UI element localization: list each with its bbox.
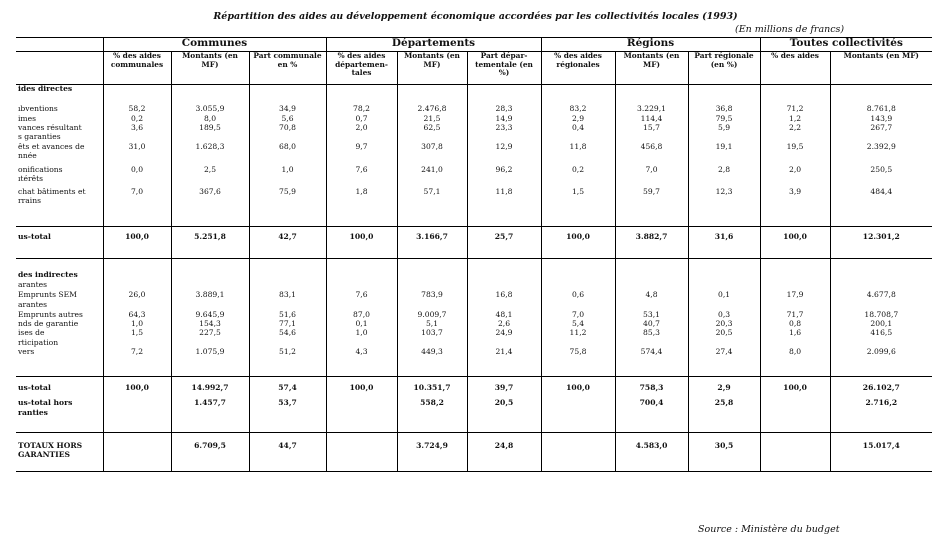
table-row bbox=[16, 152, 932, 166]
table-cell: 2.099,6 bbox=[830, 348, 932, 377]
table-cell: 54,6 bbox=[249, 329, 326, 339]
table-row bbox=[16, 227, 932, 259]
row-label: vers bbox=[18, 348, 35, 356]
table-cell: 1,2 bbox=[760, 115, 830, 124]
table-cell: 16,8 bbox=[467, 291, 541, 301]
table-cell: 5,4 bbox=[541, 320, 615, 329]
table-cell: 1,5 bbox=[103, 329, 171, 339]
row-label: GARANTIES bbox=[16, 451, 103, 472]
col-header: Part dépar-tementale (en %) bbox=[467, 52, 541, 85]
row-label: us-total bbox=[16, 377, 103, 400]
table-row bbox=[16, 409, 932, 433]
row-label: TOTAUX HORS bbox=[16, 433, 103, 451]
table-cell: 200,1 bbox=[830, 320, 932, 329]
table-cell: 3.229,1 bbox=[615, 105, 688, 115]
table-cell: 2,6 bbox=[467, 320, 541, 329]
table-cell: 71,2 bbox=[760, 105, 830, 115]
table-cell: 7,0 bbox=[615, 166, 688, 175]
table-cell: 71,7 bbox=[760, 311, 830, 320]
col-header: % des aides régionales bbox=[541, 52, 615, 85]
table-cell: 758,3 bbox=[615, 377, 688, 400]
table-cell: 367,6 bbox=[171, 188, 249, 197]
table-cell: 100,0 bbox=[326, 377, 397, 400]
row-label: onifications bbox=[18, 166, 63, 174]
table-cell: 2.716,2 bbox=[830, 399, 932, 409]
table-cell: 3.724,9 bbox=[397, 433, 467, 451]
table-row bbox=[16, 451, 932, 472]
table-cell: 75,8 bbox=[541, 348, 615, 377]
row-label: nnée bbox=[18, 152, 37, 160]
table-cell: 70,8 bbox=[249, 124, 326, 133]
row-label: rticipation bbox=[18, 339, 59, 347]
table-cell: 8.761,8 bbox=[830, 105, 932, 115]
table-cell: 241,0 bbox=[397, 166, 467, 175]
table-cell: 2.476,8 bbox=[397, 105, 467, 115]
row-label: s garanties bbox=[18, 133, 61, 141]
table-cell: 7,2 bbox=[103, 348, 171, 377]
table-cell: 3.055,9 bbox=[171, 105, 249, 115]
table-cell: 79,5 bbox=[688, 115, 760, 124]
table-cell: 40,7 bbox=[615, 320, 688, 329]
table-row bbox=[16, 399, 932, 409]
row-label: ranties bbox=[18, 409, 48, 417]
table-cell: 7,0 bbox=[541, 311, 615, 320]
table-cell: 4.677,8 bbox=[830, 291, 932, 301]
table-cell: 26,0 bbox=[103, 291, 171, 301]
table-cell: 25,7 bbox=[467, 227, 541, 259]
table-cell: 53,1 bbox=[615, 311, 688, 320]
table-cell: 143,9 bbox=[830, 115, 932, 124]
table-cell: 416,5 bbox=[830, 329, 932, 339]
table-cell: 4.583,0 bbox=[615, 433, 688, 451]
table-cell bbox=[326, 433, 397, 451]
table-cell: 20,5 bbox=[688, 329, 760, 339]
table-cell: 42,7 bbox=[249, 227, 326, 259]
table-cell: 12,9 bbox=[467, 143, 541, 152]
table-cell bbox=[760, 433, 830, 451]
table-cell: 7,0 bbox=[103, 188, 171, 197]
row-label: imes bbox=[18, 115, 37, 123]
table-cell: 100,0 bbox=[760, 227, 830, 259]
table-cell: 24,9 bbox=[467, 329, 541, 339]
source-note: Source : Ministère du budget bbox=[698, 524, 840, 535]
table-cell: 4,8 bbox=[615, 291, 688, 301]
table-cell: 62,5 bbox=[397, 124, 467, 133]
group-departements: Départements bbox=[326, 38, 541, 52]
unit-note: (En millions de francs) bbox=[735, 24, 845, 35]
table-cell: 85,3 bbox=[615, 329, 688, 339]
table-cell: 5,6 bbox=[249, 115, 326, 124]
table-cell: 114,4 bbox=[615, 115, 688, 124]
table-cell: 267,7 bbox=[830, 124, 932, 133]
col-header: Montants (en MF) bbox=[615, 52, 688, 85]
table-cell: 449,3 bbox=[397, 348, 467, 377]
col-header: Montants (en MF) bbox=[397, 52, 467, 85]
table-cell: 3.889,1 bbox=[171, 291, 249, 301]
table-row bbox=[16, 259, 932, 282]
table-cell: 1.628,3 bbox=[171, 143, 249, 152]
table-cell: 21,4 bbox=[467, 348, 541, 377]
table-row bbox=[16, 143, 932, 152]
table-cell: 250,5 bbox=[830, 166, 932, 175]
table-cell: 1,8 bbox=[326, 188, 397, 197]
col-header: Part régionale (en %) bbox=[688, 52, 760, 85]
table-cell: 51,6 bbox=[249, 311, 326, 320]
table-cell: 1,0 bbox=[249, 166, 326, 175]
table-cell bbox=[760, 399, 830, 409]
table-cell: 9,7 bbox=[326, 143, 397, 152]
table-cell: 3,6 bbox=[103, 124, 171, 133]
table-cell: 25,8 bbox=[688, 399, 760, 409]
table-cell: 57,1 bbox=[397, 188, 467, 197]
table-cell: 5,9 bbox=[688, 124, 760, 133]
table-cell: 36,8 bbox=[688, 105, 760, 115]
table-cell: 30,5 bbox=[688, 433, 760, 451]
row-label: arantes bbox=[18, 281, 48, 289]
table-cell: 39,7 bbox=[467, 377, 541, 400]
table-cell: 96,2 bbox=[467, 166, 541, 175]
table-cell: 31,0 bbox=[103, 143, 171, 152]
table-cell bbox=[103, 399, 171, 409]
table-cell: 24,8 bbox=[467, 433, 541, 451]
table-cell: 12.301,2 bbox=[830, 227, 932, 259]
table-row bbox=[16, 85, 932, 100]
row-label: ides directes bbox=[18, 84, 73, 93]
table-cell: 574,4 bbox=[615, 348, 688, 377]
table-cell: 75,9 bbox=[249, 188, 326, 197]
table-cell: 57,4 bbox=[249, 377, 326, 400]
table-cell: 83,1 bbox=[249, 291, 326, 301]
group-regions: Régions bbox=[541, 38, 760, 52]
corner-cell bbox=[16, 52, 103, 85]
row-label: nds de garantie bbox=[18, 320, 79, 328]
table-cell: 8,0 bbox=[760, 348, 830, 377]
table-cell: 3.166,7 bbox=[397, 227, 467, 259]
aid-table bbox=[16, 37, 932, 472]
table-cell: 2,9 bbox=[541, 115, 615, 124]
row-label: Emprunts SEM bbox=[18, 291, 77, 299]
table-cell: 2,8 bbox=[688, 166, 760, 175]
table-cell: 83,2 bbox=[541, 105, 615, 115]
table-cell: 9.009,7 bbox=[397, 311, 467, 320]
table-cell: 68,0 bbox=[249, 143, 326, 152]
table-cell: 7,6 bbox=[326, 166, 397, 175]
col-header: % des aides bbox=[760, 52, 830, 85]
table-cell: 1,6 bbox=[760, 329, 830, 339]
table-cell: 0,2 bbox=[103, 115, 171, 124]
row-label: des indirectes bbox=[16, 259, 103, 282]
table-cell: 11,8 bbox=[541, 143, 615, 152]
table-cell: 0,1 bbox=[326, 320, 397, 329]
col-header: Part communale en % bbox=[249, 52, 326, 85]
table-cell: 18.708,7 bbox=[830, 311, 932, 320]
table-cell bbox=[326, 399, 397, 409]
table-cell: 4,3 bbox=[326, 348, 397, 377]
table-cell: 0,4 bbox=[541, 124, 615, 133]
table-cell: 2,5 bbox=[171, 166, 249, 175]
table-cell: 87,0 bbox=[326, 311, 397, 320]
table-cell: 51,2 bbox=[249, 348, 326, 377]
table-cell bbox=[103, 433, 171, 451]
table-cell: 189,5 bbox=[171, 124, 249, 133]
table-cell: 0,1 bbox=[688, 291, 760, 301]
table-cell: 2,2 bbox=[760, 124, 830, 133]
table-cell: 0,6 bbox=[541, 291, 615, 301]
table-cell: 2,9 bbox=[688, 377, 760, 400]
table-cell: 77,1 bbox=[249, 320, 326, 329]
table-row bbox=[16, 433, 932, 451]
table-cell: 17,9 bbox=[760, 291, 830, 301]
row-label: arantes bbox=[18, 301, 48, 309]
table-row bbox=[16, 124, 932, 133]
table-cell: 11,2 bbox=[541, 329, 615, 339]
table-row bbox=[16, 348, 932, 377]
table-cell: 2,0 bbox=[326, 124, 397, 133]
table-cell: 100,0 bbox=[760, 377, 830, 400]
table-cell: 1.457,7 bbox=[171, 399, 249, 409]
row-label: ıbventions bbox=[18, 105, 58, 113]
row-label: ıtérêts bbox=[18, 175, 44, 183]
row-label: rrains bbox=[18, 197, 42, 205]
table-cell: 11,8 bbox=[467, 188, 541, 197]
col-header: Montants (en MF) bbox=[171, 52, 249, 85]
corner-cell bbox=[16, 38, 103, 52]
table-cell: 1.075,9 bbox=[171, 348, 249, 377]
table-body bbox=[16, 85, 932, 472]
table-row bbox=[16, 377, 932, 400]
table-cell: 28,3 bbox=[467, 105, 541, 115]
table-cell: 14,9 bbox=[467, 115, 541, 124]
table-row bbox=[16, 291, 932, 301]
table-cell: 26.102,7 bbox=[830, 377, 932, 400]
table-cell: 78,2 bbox=[326, 105, 397, 115]
row-label: ises de bbox=[18, 329, 45, 337]
table-cell: 20,3 bbox=[688, 320, 760, 329]
table-cell: 100,0 bbox=[103, 227, 171, 259]
row-label: vances résultant bbox=[18, 124, 82, 132]
row-label: chat bâtiments et bbox=[18, 188, 86, 196]
table-cell: 1,0 bbox=[103, 320, 171, 329]
table-cell: 8,0 bbox=[171, 115, 249, 124]
table-cell: 27,4 bbox=[688, 348, 760, 377]
table-cell: 0,2 bbox=[541, 166, 615, 175]
table-cell: 12,3 bbox=[688, 188, 760, 197]
row-label: Emprunts autres bbox=[18, 311, 83, 319]
table-cell: 0,8 bbox=[760, 320, 830, 329]
table-cell: 15,7 bbox=[615, 124, 688, 133]
table-cell: 7,6 bbox=[326, 291, 397, 301]
table-cell: 59,7 bbox=[615, 188, 688, 197]
table-cell: 14.992,7 bbox=[171, 377, 249, 400]
table-cell: 1,5 bbox=[541, 188, 615, 197]
table-cell: 20,5 bbox=[467, 399, 541, 409]
table-cell: 5,1 bbox=[397, 320, 467, 329]
table-cell: 23,3 bbox=[467, 124, 541, 133]
table-cell: 227,5 bbox=[171, 329, 249, 339]
table-row bbox=[16, 188, 932, 197]
group-communes: Communes bbox=[103, 38, 326, 52]
table-row bbox=[16, 329, 932, 339]
table-cell: 19,5 bbox=[760, 143, 830, 152]
table-row bbox=[16, 197, 932, 227]
table-cell: 100,0 bbox=[541, 377, 615, 400]
table-cell: 48,1 bbox=[467, 311, 541, 320]
table-cell: 21,5 bbox=[397, 115, 467, 124]
table-cell: 9.645,9 bbox=[171, 311, 249, 320]
table-cell: 0,3 bbox=[688, 311, 760, 320]
table-cell bbox=[541, 433, 615, 451]
table-cell: 53,7 bbox=[249, 399, 326, 409]
table-cell: 558,2 bbox=[397, 399, 467, 409]
table-cell: 100,0 bbox=[103, 377, 171, 400]
table-cell: 3.882,7 bbox=[615, 227, 688, 259]
table-cell: 0,7 bbox=[326, 115, 397, 124]
col-header: % des aides départemen-tales bbox=[326, 52, 397, 85]
row-label: êts et avances de bbox=[18, 143, 85, 151]
table-cell: 58,2 bbox=[103, 105, 171, 115]
table-cell: 103,7 bbox=[397, 329, 467, 339]
table-cell: 31,6 bbox=[688, 227, 760, 259]
table-cell: 456,8 bbox=[615, 143, 688, 152]
table-cell: 783,9 bbox=[397, 291, 467, 301]
row-label: us-total bbox=[16, 227, 103, 259]
table-cell: 0,0 bbox=[103, 166, 171, 175]
table-cell: 2,0 bbox=[760, 166, 830, 175]
table-cell: 5.251,8 bbox=[171, 227, 249, 259]
col-header: % des aides communales bbox=[103, 52, 171, 85]
table-cell: 44,7 bbox=[249, 433, 326, 451]
table-cell: 6.709,5 bbox=[171, 433, 249, 451]
table-cell: 100,0 bbox=[541, 227, 615, 259]
group-toutes: Toutes collectivités bbox=[760, 38, 932, 52]
table-cell: 484,4 bbox=[830, 188, 932, 197]
table-cell: 100,0 bbox=[326, 227, 397, 259]
table-cell: 3,9 bbox=[760, 188, 830, 197]
table-cell: 2.392,9 bbox=[830, 143, 932, 152]
table-cell bbox=[541, 399, 615, 409]
col-header: Montants (en MF) bbox=[830, 52, 932, 85]
table-cell: 15.017,4 bbox=[830, 433, 932, 451]
table-cell: 34,9 bbox=[249, 105, 326, 115]
table-cell: 64,3 bbox=[103, 311, 171, 320]
table-row bbox=[16, 166, 932, 175]
table-title: Répartition des aides au développement économique accordées par les collectivités locales (1993) bbox=[213, 11, 738, 22]
row-label: us-total hors bbox=[18, 399, 73, 407]
table-cell: 307,8 bbox=[397, 143, 467, 152]
table-cell: 1,0 bbox=[326, 329, 397, 339]
table-cell: 700,4 bbox=[615, 399, 688, 409]
table-cell: 10.351,7 bbox=[397, 377, 467, 400]
table-cell: 154,3 bbox=[171, 320, 249, 329]
table-cell: 19,1 bbox=[688, 143, 760, 152]
